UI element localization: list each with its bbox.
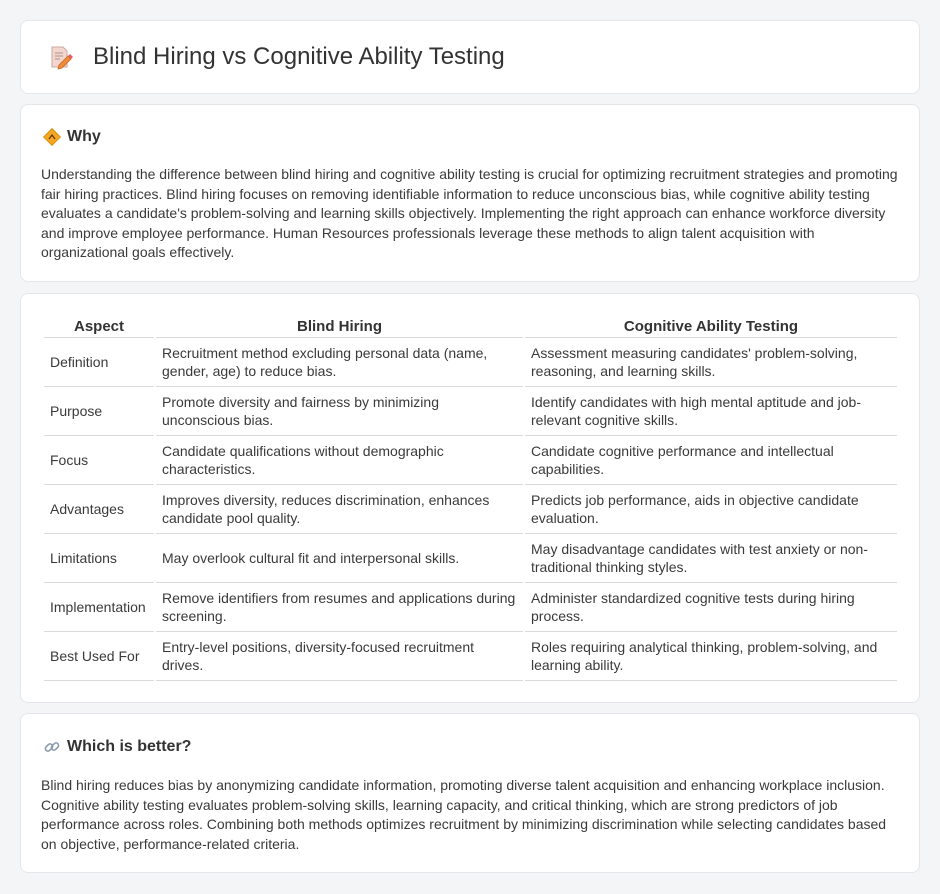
aspect-cell: Focus: [44, 436, 154, 485]
which-better-card: [20, 713, 920, 873]
why-title: Why: [67, 128, 101, 145]
table-header-row: [44, 316, 897, 338]
table-row: [44, 632, 897, 681]
cognitive-testing-cell: May disadvantage candidates with test anxiety or non-traditional thinking styles.: [525, 534, 897, 583]
comparison-card: [20, 293, 920, 703]
aspect-cell: Definition: [44, 338, 154, 387]
aspect-cell: Purpose: [44, 387, 154, 436]
why-card: [20, 104, 920, 282]
why-text: Understanding the difference between blind hiring and cognitive ability testing is crucial for optimizing recruitment strategies and promoting fair hiring practices. Blind hiring focuses on removing identifiable information to reduce unconscious bias, while cognitive ability testing evaluates a candidate's problem-solving and learning skills objectively. Implementing the right approach can enhance workforce diversity and improve employee performance. Human Resources professionals leverage these methods to align talent acquisition with organizational goals effectively.: [41, 166, 898, 261]
aspect-cell: Best Used For: [44, 632, 154, 681]
better-heading: [43, 738, 191, 756]
why-heading: [43, 128, 101, 146]
page-title: Blind Hiring vs Cognitive Ability Testing: [93, 43, 505, 70]
better-title: Which is better?: [67, 738, 192, 755]
table-row: [44, 583, 897, 632]
aspect-cell: Limitations: [44, 534, 154, 583]
cognitive-testing-cell: Candidate cognitive performance and intellectual capabilities.: [525, 436, 897, 485]
cognitive-testing-cell: Predicts job performance, aids in objective candidate evaluation.: [525, 485, 897, 534]
aspect-cell: Advantages: [44, 485, 154, 534]
comparison-table: [42, 316, 899, 681]
title-card: [20, 20, 920, 94]
cognitive-testing-cell: Administer standardized cognitive tests during hiring process.: [525, 583, 897, 632]
blind-hiring-cell: Improves diversity, reduces discrimination, enhances candidate pool quality.: [156, 485, 523, 534]
link-icon: [43, 738, 61, 756]
blind-hiring-cell: Remove identifiers from resumes and applications during screening.: [156, 583, 523, 632]
cognitive-testing-cell: Assessment measuring candidates' problem-solving, reasoning, and learning skills.: [525, 338, 897, 387]
document-pencil-icon: [47, 44, 73, 70]
table-row: [44, 338, 897, 387]
blind-hiring-cell: Recruitment method excluding personal data (name, gender, age) to reduce bias.: [156, 338, 523, 387]
table-row: [44, 436, 897, 485]
table-row: [44, 387, 897, 436]
diamond-sign-icon: [43, 128, 61, 146]
header-blind-hiring: Blind Hiring: [156, 316, 523, 338]
blind-hiring-cell: Promote diversity and fairness by minimizing unconscious bias.: [156, 387, 523, 436]
blind-hiring-cell: Entry-level positions, diversity-focused recruitment drives.: [156, 632, 523, 681]
aspect-cell: Implementation: [44, 583, 154, 632]
cognitive-testing-cell: Identify candidates with high mental aptitude and job-relevant cognitive skills.: [525, 387, 897, 436]
header-aspect: Aspect: [44, 316, 154, 338]
blind-hiring-cell: Candidate qualifications without demographic characteristics.: [156, 436, 523, 485]
blind-hiring-cell: May overlook cultural fit and interpersonal skills.: [156, 534, 523, 583]
cognitive-testing-cell: Roles requiring analytical thinking, problem-solving, and learning ability.: [525, 632, 897, 681]
table-row: [44, 534, 897, 583]
better-text: Blind hiring reduces bias by anonymizing candidate information, promoting diverse talent acquisition and enhancing workplace inclusion. Cognitive ability testing evaluates problem-solving skills, learning capacity, and critical thinking, which are strong predictors of job performance across roles. Combining both methods optimizes recruitment by minimizing discrimination while selecting candidates based on objective, performance-related criteria.: [41, 777, 887, 852]
header-cognitive-testing: Cognitive Ability Testing: [525, 316, 897, 338]
table-row: [44, 485, 897, 534]
